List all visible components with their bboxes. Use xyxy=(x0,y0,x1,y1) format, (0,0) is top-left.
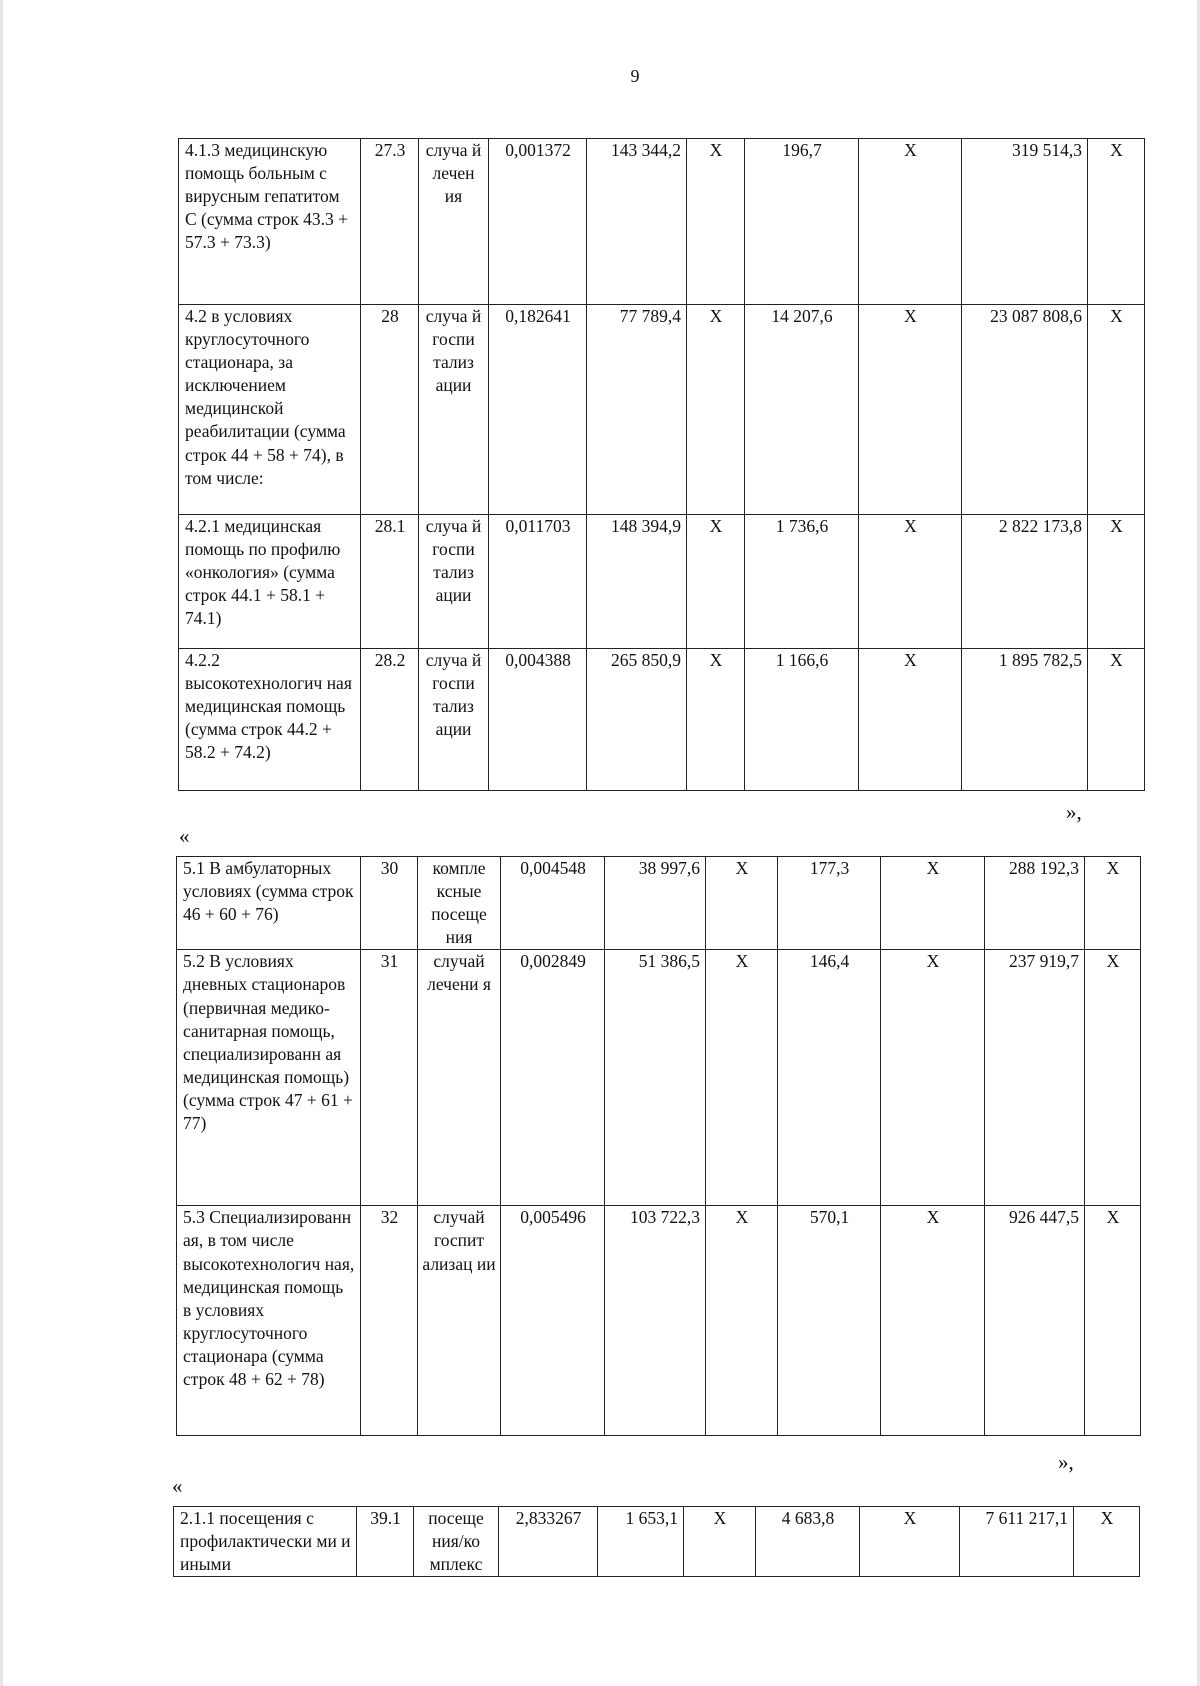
table-row xyxy=(177,857,1141,950)
cell-cost-per-unit: 38 997,6 xyxy=(605,857,706,950)
cell-x: X xyxy=(706,1206,778,1436)
cell-unit: случа й госпи тализ ации xyxy=(419,305,489,515)
cell-unit: случа й госпи тализ ации xyxy=(419,649,489,791)
cell-x: X xyxy=(1085,950,1141,1206)
cell-total: 319 514,3 xyxy=(962,139,1088,305)
cell-volume: 0,011703 xyxy=(489,515,587,649)
cell-volume: 2,833267 xyxy=(499,1507,598,1577)
cell-name: 5.3 Специализированн ая, в том числе высокотехнологич ная, медицинская помощь в условиях круглосуточного стационара (сумма строк 48 + 62 + 78) xyxy=(177,1206,361,1436)
cell-x: X xyxy=(1085,1206,1141,1436)
cell-row-code: 28 xyxy=(361,305,419,515)
table-row xyxy=(174,1507,1140,1577)
cell-x: X xyxy=(1074,1507,1140,1577)
table-row xyxy=(179,139,1145,305)
cell-row-code: 31 xyxy=(361,950,418,1206)
cell-per-capita: 177,3 xyxy=(778,857,881,950)
cell-row-code: 39.1 xyxy=(357,1507,414,1577)
cell-x: X xyxy=(1088,139,1145,305)
cell-x: X xyxy=(859,305,962,515)
cell-unit: случа й лечен ия xyxy=(419,139,489,305)
cell-row-code: 28.1 xyxy=(361,515,419,649)
cell-cost-per-unit: 77 789,4 xyxy=(587,305,687,515)
cell-row-code: 30 xyxy=(361,857,418,950)
close-quote-mark: », xyxy=(1058,1450,1074,1474)
cell-name: 4.2.1 медицинская помощь по профилю «онкология» (сумма строк 44.1 + 58.1 + 74.1) xyxy=(179,515,361,649)
scan-edge-left xyxy=(0,0,3,1686)
cell-x: X xyxy=(1088,305,1145,515)
cell-name: 4.1.3 медицинскую помощь больным с вирусным гепатитом С (сумма строк 43.3 + 57.3 + 73.3) xyxy=(179,139,361,305)
cell-per-capita: 196,7 xyxy=(745,139,859,305)
cell-x: X xyxy=(881,857,985,950)
cell-volume: 0,004388 xyxy=(489,649,587,791)
cell-total: 2 822 173,8 xyxy=(962,515,1088,649)
cell-x: X xyxy=(860,1507,960,1577)
cell-total: 1 895 782,5 xyxy=(962,649,1088,791)
page-number: 9 xyxy=(630,66,640,86)
cell-x: X xyxy=(706,857,778,950)
cell-per-capita: 1 166,6 xyxy=(745,649,859,791)
cell-cost-per-unit: 265 850,9 xyxy=(587,649,687,791)
cell-unit: случа й госпи тализ ации xyxy=(419,515,489,649)
cell-per-capita: 570,1 xyxy=(778,1206,881,1436)
data-table-2 xyxy=(176,856,1141,1436)
cell-cost-per-unit: 51 386,5 xyxy=(605,950,706,1206)
table-row xyxy=(177,950,1141,1206)
table-row xyxy=(179,305,1145,515)
cell-total: 7 611 217,1 xyxy=(960,1507,1074,1577)
cell-cost-per-unit: 143 344,2 xyxy=(587,139,687,305)
cell-name: 2.1.1 посещения с профилактически ми и иными xyxy=(174,1507,357,1577)
cell-x: X xyxy=(687,139,745,305)
cell-x: X xyxy=(1085,857,1141,950)
open-quote-mark: « xyxy=(172,1474,183,1498)
cell-name: 4.2 в условиях круглосуточного стационара, за исключением медицинской реабилитации (сумма строк 44 + 58 + 74), в том числе: xyxy=(179,305,361,515)
cell-x: X xyxy=(684,1507,756,1577)
cell-total: 288 192,3 xyxy=(985,857,1085,950)
cell-x: X xyxy=(1088,515,1145,649)
cell-x: X xyxy=(859,649,962,791)
cell-unit: случай госпит ализац ии xyxy=(418,1206,501,1436)
cell-per-capita: 4 683,8 xyxy=(756,1507,860,1577)
cell-total: 23 087 808,6 xyxy=(962,305,1088,515)
cell-x: X xyxy=(881,1206,985,1436)
cell-cost-per-unit: 1 653,1 xyxy=(598,1507,684,1577)
data-table-3 xyxy=(173,1506,1140,1577)
close-quote-mark: », xyxy=(1066,800,1082,824)
cell-x: X xyxy=(687,305,745,515)
cell-volume: 0,182641 xyxy=(489,305,587,515)
cell-x: X xyxy=(859,515,962,649)
cell-cost-per-unit: 148 394,9 xyxy=(587,515,687,649)
open-quote-mark: « xyxy=(179,824,190,848)
table-row xyxy=(179,515,1145,649)
cell-name: 5.1 В амбулаторных условиях (сумма строк 46 + 60 + 76) xyxy=(177,857,361,950)
data-table-1 xyxy=(178,138,1145,791)
cell-name: 5.2 В условиях дневных стационаров (первичная медико-санитарная помощь, специализированн ая медицинская помощь) (сумма строк 47 + 61 + 77) xyxy=(177,950,361,1206)
cell-x: X xyxy=(859,139,962,305)
cell-volume: 0,005496 xyxy=(501,1206,605,1436)
cell-per-capita: 146,4 xyxy=(778,950,881,1206)
cell-total: 926 447,5 xyxy=(985,1206,1085,1436)
table-row xyxy=(179,649,1145,791)
cell-cost-per-unit: 103 722,3 xyxy=(605,1206,706,1436)
cell-x: X xyxy=(1088,649,1145,791)
cell-unit: компле ксные посеще ния xyxy=(418,857,501,950)
table-row xyxy=(177,1206,1141,1436)
cell-volume: 0,002849 xyxy=(501,950,605,1206)
cell-x: X xyxy=(687,649,745,791)
cell-row-code: 32 xyxy=(361,1206,418,1436)
cell-volume: 0,004548 xyxy=(501,857,605,950)
cell-x: X xyxy=(687,515,745,649)
cell-row-code: 27.3 xyxy=(361,139,419,305)
cell-total: 237 919,7 xyxy=(985,950,1085,1206)
cell-unit: случай лечени я xyxy=(418,950,501,1206)
cell-per-capita: 14 207,6 xyxy=(745,305,859,515)
cell-row-code: 28.2 xyxy=(361,649,419,791)
cell-volume: 0,001372 xyxy=(489,139,587,305)
cell-name: 4.2.2 высокотехнологич ная медицинская помощь (сумма строк 44.2 + 58.2 + 74.2) xyxy=(179,649,361,791)
cell-per-capita: 1 736,6 xyxy=(745,515,859,649)
cell-x: X xyxy=(881,950,985,1206)
cell-unit: посеще ния/ко мплекс xyxy=(414,1507,499,1577)
cell-x: X xyxy=(706,950,778,1206)
